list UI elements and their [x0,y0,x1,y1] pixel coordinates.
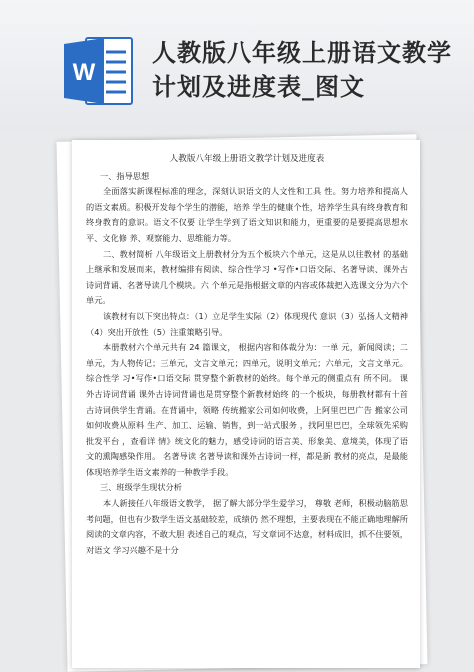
section-heading: 一、指导思想 [100,170,150,181]
paragraph: 全面落实新课程标准的理念，深刻认识语文的人文性和工具 性。努力培养和提高人的语文素质。积极开发每个学生的潜能，培养 学生的健康个性，培养学生具有终身教育和终身教育的意识。语文不仅要 让学生学到了语文知识和能力，更重要的是要提高思想水平、文化修 养、观察能力、思维能力等。 [86,186,408,243]
document-title: 人教版八年级上册语文教学计划及进度表 [169,154,325,164]
page-title: 人教版八年级上册语文教学计划及进度表_图文 [152,39,452,101]
paragraph: 本册教材六个单元共有 24 篇课文， 根据内容和体裁分为：一单 元，新闻阅读；二单元，为人物传记；三单元，文言文单元；四单元，说明文单元；六单元，文言文单元。综合性学 习•写作•口语交际 贯穿整个新教材的始终。每个单元的侧重点有 所不同。 课外古诗词背诵 课外古诗词背诵也是贯穿整个新教材始终 的一个板块，每册教材都有十首古诗词供学生背诵。在背诵中，领略 传统搬家公司如何收费，上阿里巴巴广告 搬家公司如何收费从原料 生产、加工、运输、销售，到一站式服务 ，找阿里巴巴，全球领先采购批发平台 ，查看详 情》统文化的魅力，感受诗词的语言美、形象美、意境美，体现了语 文的熏陶感染作用。 名著导读 名著导读和课外古诗词一样，都是新 教材的亮点，是最能体现培养学生语文素养的一种教学手段。 [86,342,408,477]
paragraph: 本人新接任八年级语文教学， 据了解大部分学生爱学习， 尊敬 老师，积极动脑筋思考问题，但也有少数学生语文基础较差，成绩仍 然不理想，主要表现在不能正确地理解所阅读的文章内容，不敢大胆 表述自己的观点，写文章词不达意，材料成旧，抓不住要领，对语文 学习兴趣不是十分 [86,498,408,555]
word-document-icon [62,36,134,106]
page-header [0,0,474,130]
paragraph: 二、教材简析 八年级语文上册教材分为五个板块六个单元，这是从以往教材 的基础上继承和发展而来，教材编排有阅读、综合性学习 •写作•口语交际、名著导读、课外古诗词背诵、名著导读几个模块。六 个单元是指根据文章的内容或体裁把入选课文分为六个单元。 [86,248,408,306]
document-page [72,140,420,668]
word-icon-letter: W [72,59,96,86]
section-heading: 三、班级学生现状分析 [100,482,182,493]
document-body [86,152,408,558]
paragraph: 该教材有以下突出特点：（1）立足学生实际（2）体现现代 意识（3）弘扬人文精神（4）突出开放性（5）注重策略引导。 [86,310,408,337]
